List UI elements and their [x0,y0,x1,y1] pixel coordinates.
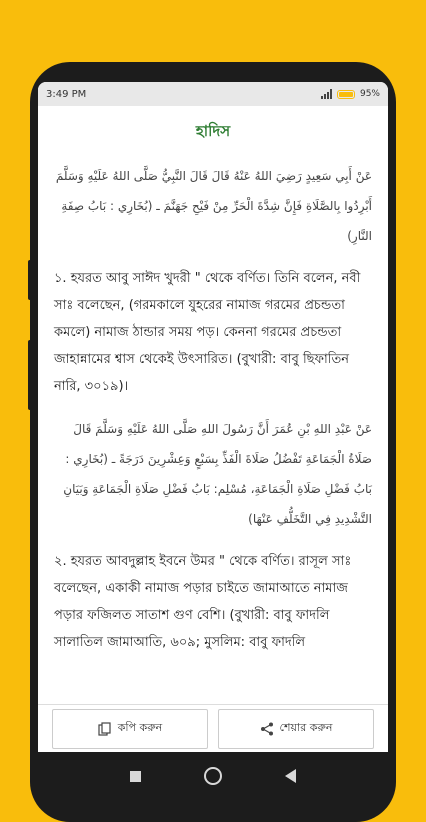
android-nav-bar [38,752,388,800]
signal-icon [321,89,332,99]
bottom-action-bar [38,704,388,752]
home-icon[interactable] [204,767,222,785]
hadith-content [38,161,388,656]
status-bar [38,82,388,106]
copy-icon [98,722,112,736]
share-icon [260,722,274,736]
copy-button[interactable] [52,709,208,749]
hadith-bangla-1: ১. হযরত আবু সাঈদ খুদরী " থেকে বর্ণিত। তিনি বলেন, নবী সাঃ বলেছেন, (গরমকালে যুহরের নামাজ গরমের প্রচন্ডতা কমলে) নামাজ ঠান্ডার সময় পড়। কেননা গরমের প্রচন্ডতা জাহান্নামের শ্বাস থেকেই উৎসারিত। (বুখারী: বাবু ছিফাতিন নারি, ৩০১৯)। [54,271,361,394]
recents-icon[interactable] [130,771,141,782]
screen [38,82,388,752]
phone-side-button [28,340,32,410]
back-icon[interactable] [285,769,296,783]
share-button-label: শেয়ার করুন [279,721,333,734]
page-title: হাদিস [195,122,231,140]
phone-side-button [28,260,32,300]
battery-percentage: 95% [359,89,380,99]
status-icons [321,89,380,99]
copy-button-label: কপি করুন [117,721,163,734]
hadith-arabic-2: عَنْ عَبْدِ اللهِ بْنِ عُمَرَ أَنَّ رَسُولَ اللهِ صَلَّى اللهُ عَلَيْهِ وَسَلَّمَ قَالَ صَلَاةُ الْجَمَاعَةِ تَفْضُلُ صَلَاةَ الْفَذِّ بِسَبْعٍ وَعِشْرِينَ دَرَجَةً ـ (بُخَارِي : بَابُ فَضْلِ صَلَاةِ الْجَمَاعَةِ، مُسْلِم: بَابُ فَضْلِ صَلَاةِ الْجَمَاعَةِ وَبَيَانِ التَّشْدِيدِ فِي التَّخَلُّفِ عَنْهَا) [63,422,372,526]
status-time: 3:49 PM [46,88,87,100]
hadith-bangla-2: ২. হযরত আবদুল্লাহ ইবনে উমর " থেকে বর্ণিত। রাসূল সাঃ বলেছেন, একাকী নামাজ পড়ার চাইতে জামাআতে নামাজ পড়ার ফজিলত সাতাশ গুণ বেশি। (বুখারী: বাবু ফাদলি সালাতিল জামাআতি, ৬০৯; মুসলিম: বাবু ফাদলি [54,554,352,650]
hadith-arabic-1: عَنْ أَبِي سَعِيدٍ رَضِيَ اللهُ عَنْهُ قَالَ قَالَ النَّبِيُّ صَلَّى اللهُ عَلَيْهِ وَسَلَّمَ أَبْرِدُوا بِالصَّلَاةِ فَإِنَّ شِدَّةَ الْحَرِّ مِنْ فَيْحِ جَهَنَّمَ ـ (بُخَارِي : بَابُ صِفَةِ النَّارِ) [55,169,372,243]
battery-icon [337,90,355,99]
share-button[interactable] [218,709,374,749]
